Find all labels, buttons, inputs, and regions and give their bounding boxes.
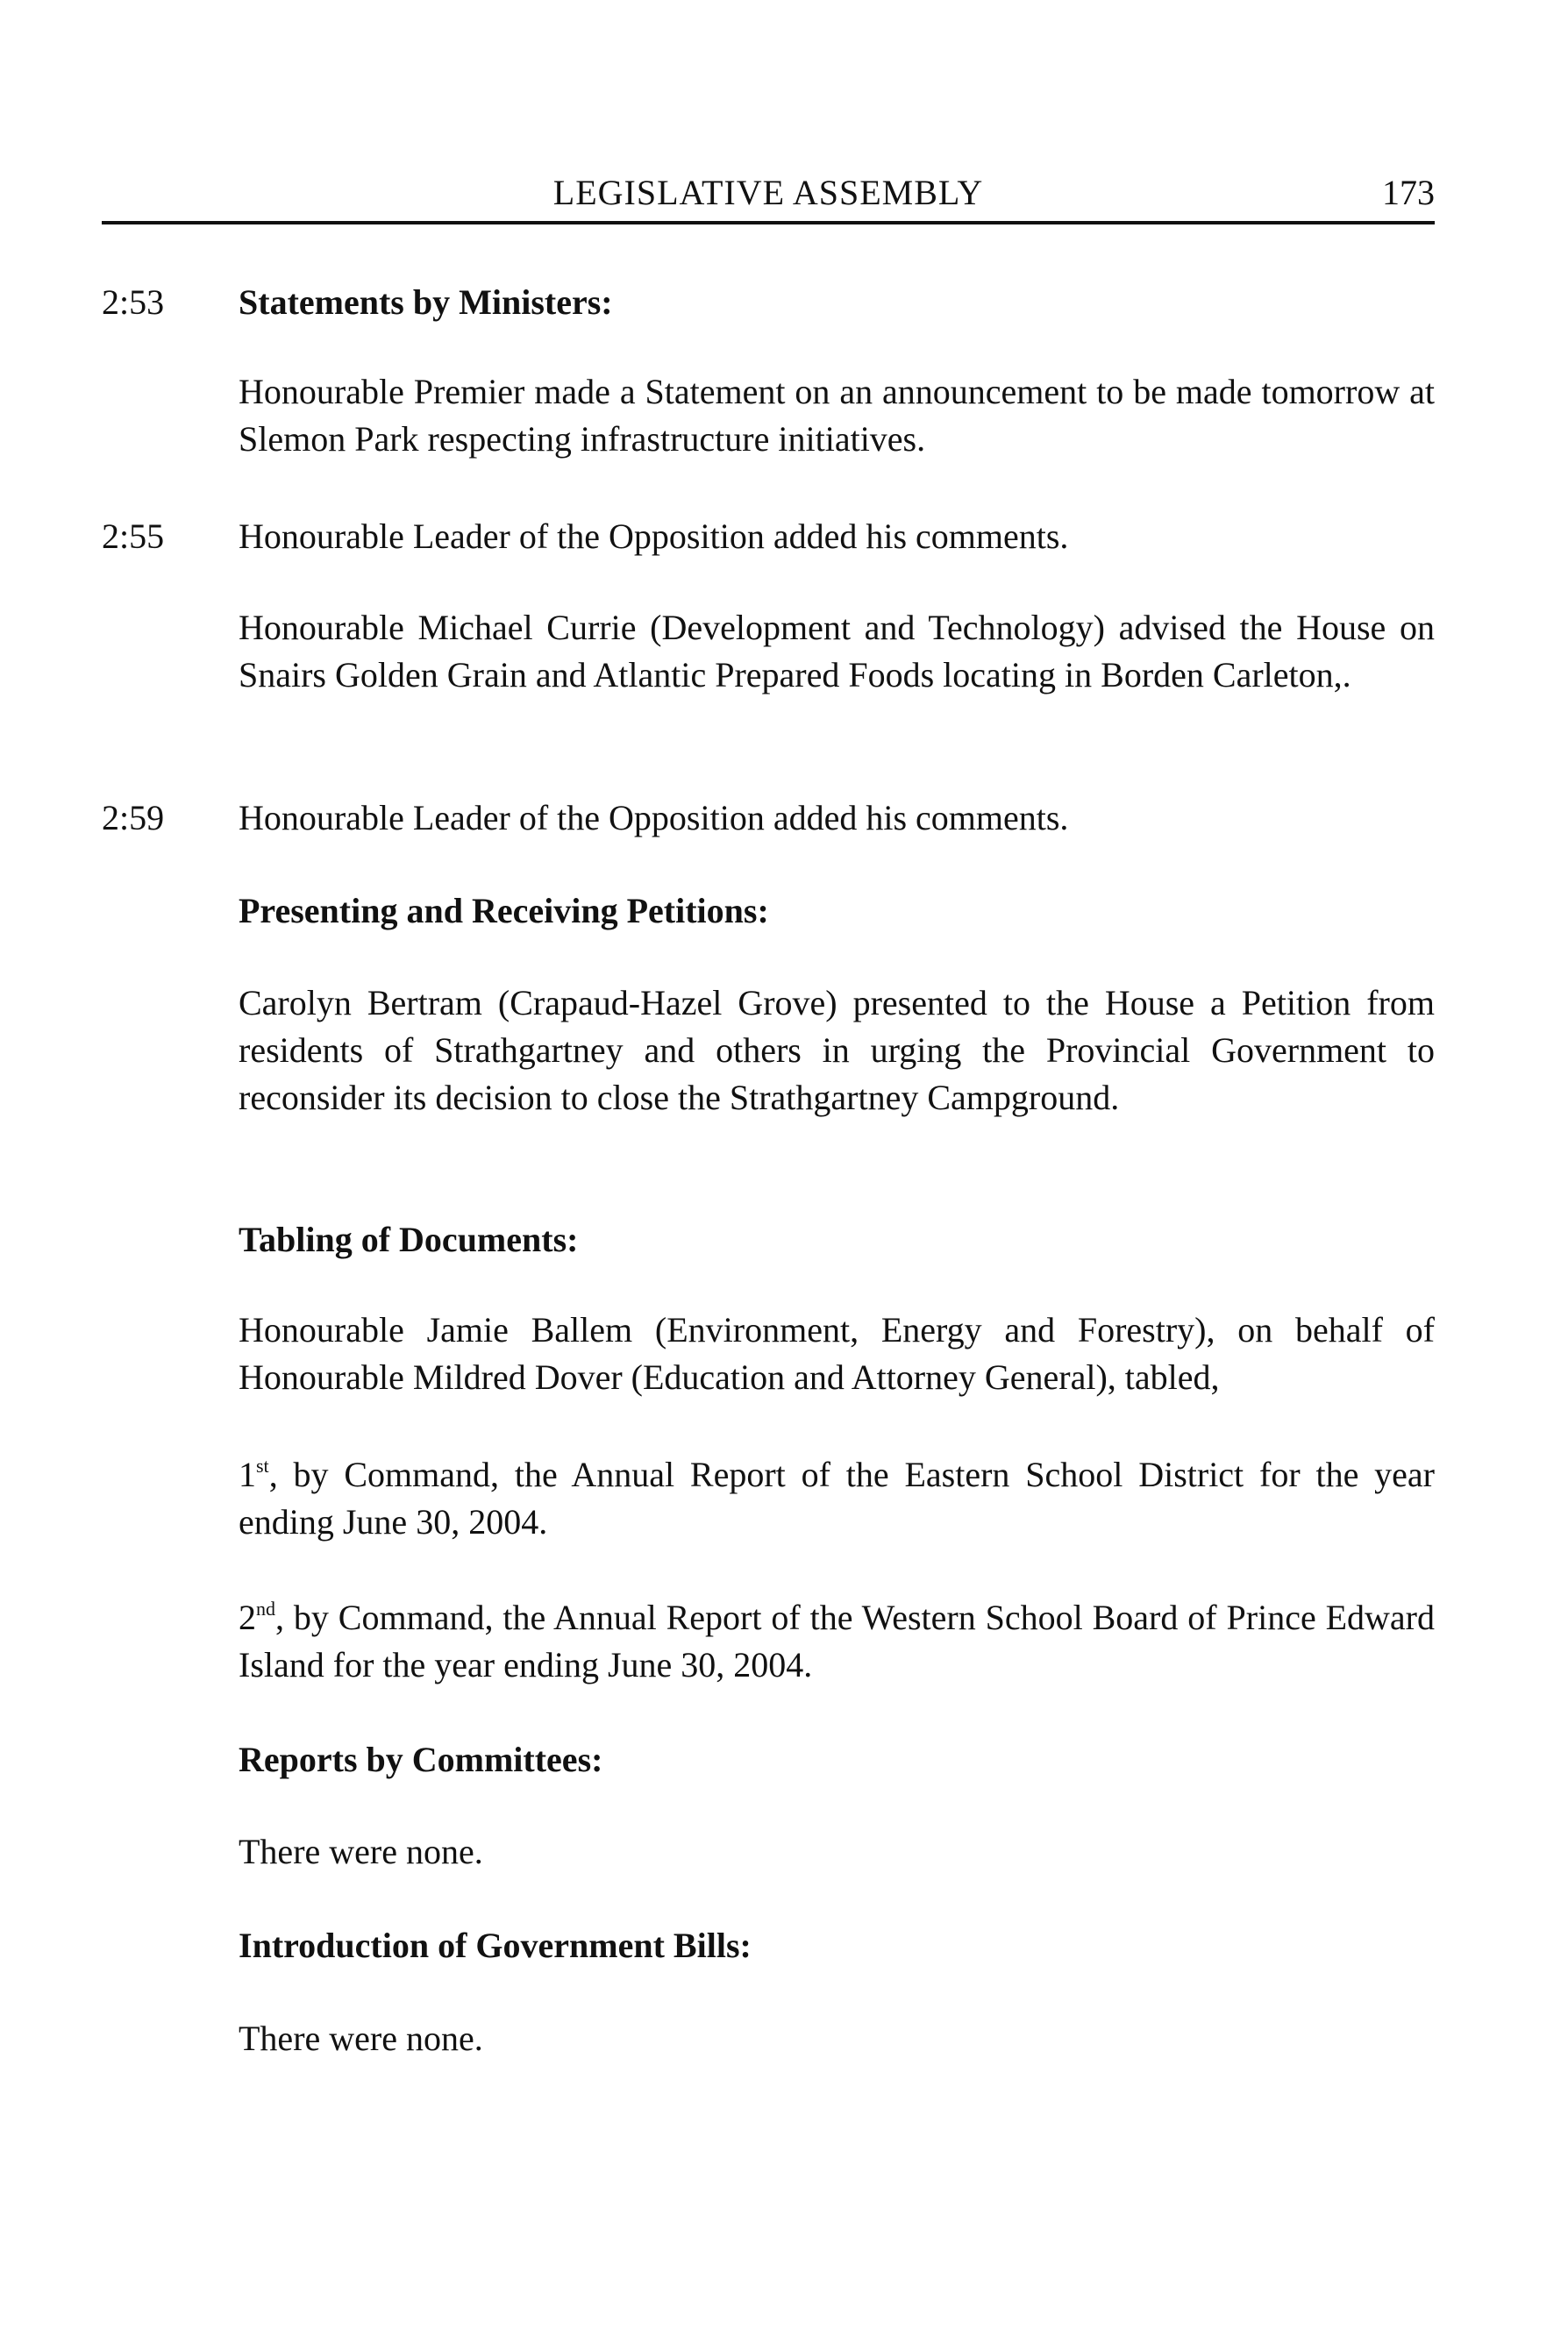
page-header-title: LEGISLATIVE ASSEMBLY — [552, 173, 984, 212]
paragraph-tabled-item-1 — [239, 1451, 1435, 1546]
section-heading-statements: Statements by Ministers: — [239, 282, 613, 322]
paragraph-premier-statement: Honourable Premier made a Statement on an announcement to be made tomorrow at Slemon Park respecting infrastructure initiatives. — [239, 372, 1435, 459]
section-heading-committees: Reports by Committees: — [239, 1740, 603, 1779]
paragraph-opposition-comments: Honourable Leader of the Opposition added his comments. — [239, 516, 1069, 556]
item-text: , by Command, the Annual Report of the Western School Board of Prince Edward Island for the year ending June 30, 2004. — [239, 1598, 1435, 1684]
section-heading-tabling: Tabling of Documents: — [239, 1220, 579, 1259]
item-ordinal-suffix: nd — [256, 1598, 275, 1620]
page-number: 173 — [1382, 173, 1435, 212]
paragraph-opposition-comments: Honourable Leader of the Opposition added his comments. — [239, 798, 1069, 837]
section-heading-petitions: Presenting and Receiving Petitions: — [239, 891, 769, 930]
paragraph-petition: Carolyn Bertram (Crapaud-Hazel Grove) presented to the House a Petition from residents of Strathgartney and others in urging the Provincial Government to reconsider its decision to close the Strathgartney Campground. — [239, 983, 1435, 1117]
item-ordinal-suffix: st — [256, 1455, 269, 1477]
item-number: 1 — [239, 1455, 256, 1494]
paragraph-tabling-intro: Honourable Jamie Ballem (Environment, Energy and Forestry), on behalf of Honourable Mildred Dover (Education and Attorney General), tabled, — [239, 1310, 1435, 1397]
section-heading-government-bills: Introduction of Government Bills: — [239, 1926, 752, 1965]
item-number: 2 — [239, 1598, 256, 1637]
paragraph-currie-advice: Honourable Michael Currie (Development and Technology) advised the House on Snairs Golden Grain and Atlantic Prepared Foods locating in Borden Carleton,. — [239, 608, 1435, 694]
time-stamp: 2:53 — [102, 282, 165, 322]
page-header — [102, 172, 1435, 224]
item-text: , by Command, the Annual Report of the Eastern School District for the year ending June 30, 2004. — [239, 1455, 1435, 1542]
paragraph-committees-none: There were none. — [239, 1832, 483, 1871]
paragraph-bills-none: There were none. — [239, 2019, 483, 2058]
time-stamp: 2:59 — [102, 798, 165, 837]
time-stamp: 2:55 — [102, 516, 165, 556]
paragraph-tabled-item-2 — [239, 1594, 1435, 1689]
